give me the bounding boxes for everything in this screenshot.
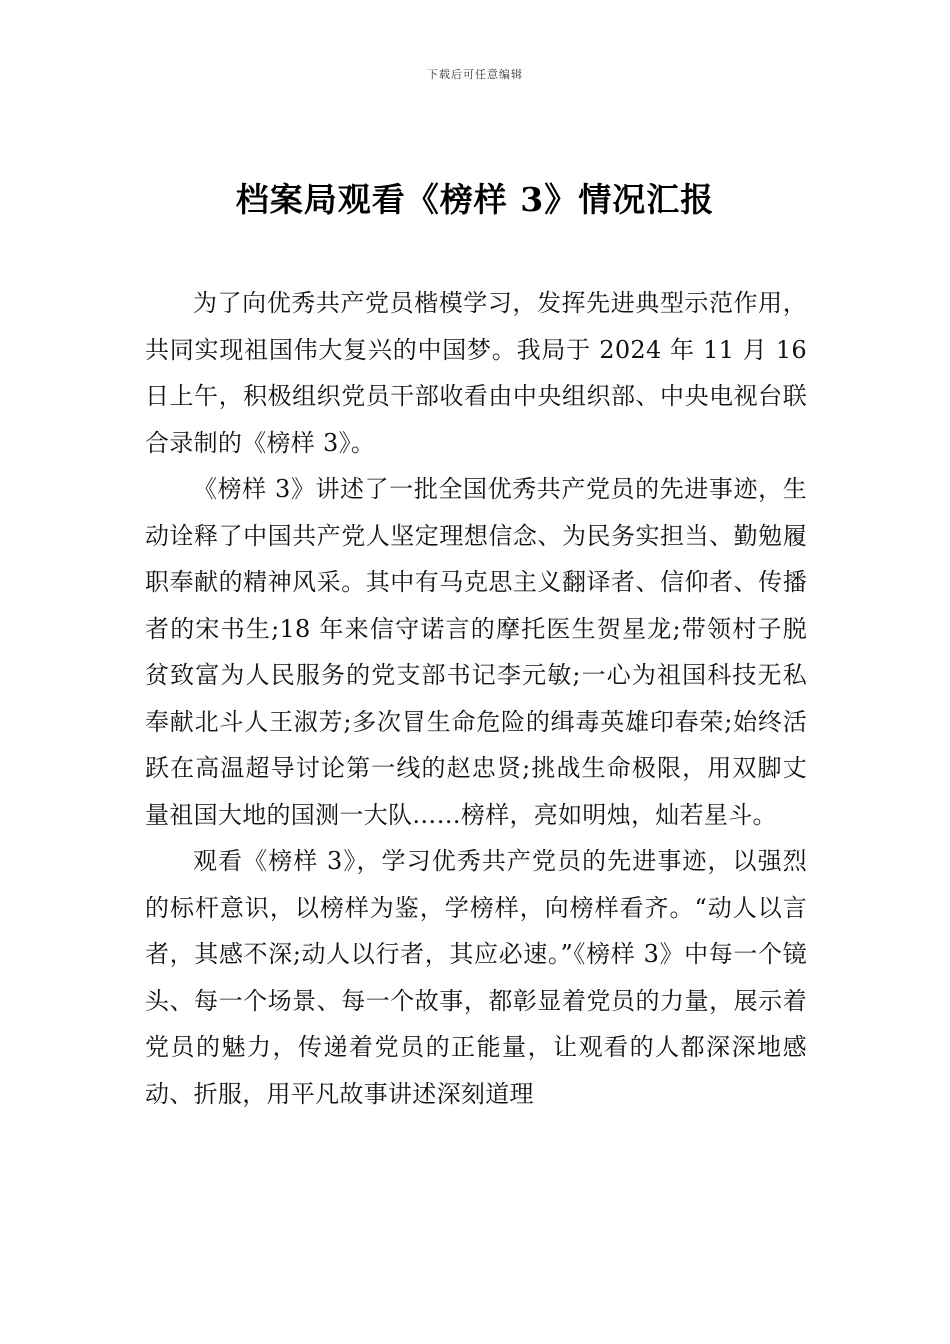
- document-body: [145, 280, 807, 1117]
- paragraph-1: 为了向优秀共产党员楷模学习，发挥先进典型示范作用，共同实现祖国伟大复兴的中国梦。我局于 2024 年 11 月 16 日上午，积极组织党员干部收看由中央组织部、中央电视台联合录制的《榜样 3》。: [145, 289, 807, 457]
- paragraph-3: 观看《榜样 3》，学习优秀共产党员的先进事迹，以强烈的标杆意识，以榜样为鉴，学榜样，向榜样看齐。“动人以言者，其感不深;动人以行者，其应必速。”《榜样 3》中每一个镜头、每一个场景、每一个故事，都彰显着党员的力量，展示着党员的魅力，传递着党员的正能量，让观看的人都深深地感动、折服，用平凡故事讲述深刻道理: [145, 847, 807, 1108]
- header-note: 下载后可任意编辑: [427, 68, 523, 81]
- document-title: 档案局观看《榜样 3》情况汇报: [235, 180, 715, 219]
- paragraph-2: 《榜样 3》讲述了一批全国优秀共产党员的先进事迹，生动诠释了中国共产党人坚定理想信念、为民务实担当、勤勉履职奉献的精神风采。其中有马克思主义翻译者、信仰者、传播者的宋书生;18 年来信守诺言的摩托医生贺星龙;带领村子脱贫致富为人民服务的党支部书记李元敏;一心为祖国科技无私奉献北斗人王淑芳;多次冒生命危险的缉毒英雄印春荣;始终活跃在高温超导讨论第一线的赵忠贤;挑战生命极限，用双脚丈量祖国大地的国测一大队……榜样，亮如明烛，灿若星斗。: [145, 475, 807, 829]
